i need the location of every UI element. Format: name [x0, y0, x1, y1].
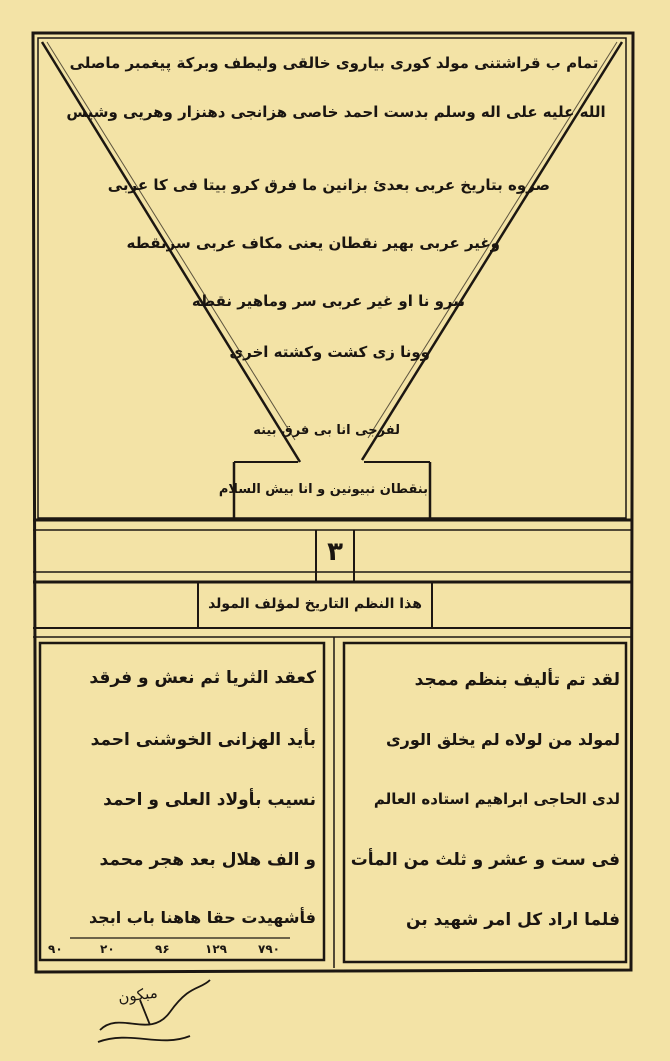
poem-left-verse-5: فأشهیدت حقا هاهنا باب ابجد	[88, 908, 316, 927]
abjad-number-4: ۱۲۹	[205, 942, 227, 956]
poem-left-verse-4: و الف هلال بعد هجر محمد	[99, 850, 316, 870]
poem-right-verse-5: فلما اراد کل امر شهید بن	[406, 910, 620, 930]
colophon-line-6: وونا زی کشت وکشته اخری	[229, 343, 430, 361]
poem-right-verse-1: لقد تم تألیف بنظم ممجد	[414, 670, 620, 690]
colophon-line-1: تمام ب قراشتنی مولد کوری بیاروی خالقی ولیطف وبرکة پیغمبر ماصلی	[69, 54, 599, 72]
colophon-line-4: وغیر عربی بهیر نقطان یعنی مکاف عربی سرنقطه	[126, 234, 500, 252]
abjad-number-3: ۹۶	[155, 942, 170, 956]
colophon-line-5: نیرو نا او غیر عربی سر وماهیر نقطه	[191, 292, 465, 310]
poem-heading: هذا النظم التاریخ لمؤلف المولد	[208, 596, 422, 612]
poem-left-verse-1: کعقد الثریا ثم نعش و فرقد	[89, 668, 316, 688]
poem-right-verse-2: لمولد من لولاه لم یخلق الوری	[385, 730, 620, 749]
poem-right-verse-3: لدی الحاجی ابراهیم استاده العالم	[373, 790, 620, 808]
poem-left-column	[44, 650, 316, 955]
colophon-box-line: بنقطان نبیونین و انا بیش السلام	[218, 482, 428, 497]
abjad-number-2: ۲۰	[100, 942, 115, 956]
abjad-number-5: ۷۹۰	[258, 942, 280, 956]
poem-left-verse-3: نسیب بأولاد العلی و احمد	[103, 790, 316, 810]
abjad-number-1: ۹۰	[48, 942, 63, 956]
poem-left-verse-2: بأید الهزانی الخوشنی احمد	[90, 730, 316, 750]
colophon-line-2: الله علیه علی اله وسلم بدست احمد خاصی هزانجی دهنزار وهریی وشیس	[66, 103, 606, 121]
signature: مبکون	[116, 983, 159, 1007]
poem-right-verse-4: فی ست و عشر و ثلث من المأت	[350, 850, 620, 870]
page-number: ۳	[327, 537, 343, 567]
colophon-line-3: صروه بتاریخ عربی بعدئ بزانین ما فرق کرو بیتا فی کا عربی	[107, 176, 550, 194]
poem-right-column	[348, 650, 620, 955]
colophon-line-7: لفرجی انا بی فرق بینه	[253, 423, 400, 438]
